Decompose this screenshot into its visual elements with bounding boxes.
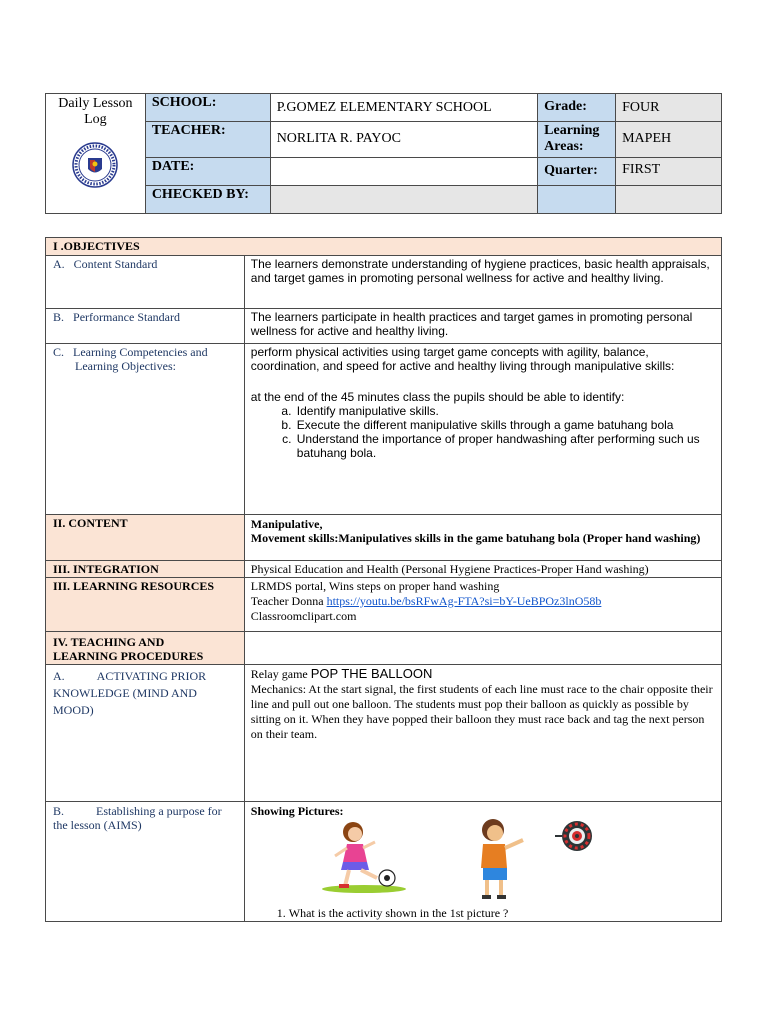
procedures-heading-line1: IV. TEACHING AND	[53, 635, 165, 649]
performance-standard-marker: B.	[53, 310, 65, 324]
competencies-text: perform physical activities using target game concepts with agility, balance, coordination, and speed for active and healthy living through manipulative skills:	[250, 345, 675, 373]
activating-label-line2: KNOWLEDGE (MIND AND	[53, 686, 197, 700]
lesson-table	[45, 237, 722, 922]
resources-line3: Classroomclipart.com	[250, 609, 357, 623]
activating-label	[46, 665, 245, 802]
resources-heading: III. LEARNING RESOURCES	[46, 578, 245, 632]
log-title-line2: Log	[84, 112, 107, 127]
quarter-label: Quarter:	[538, 158, 616, 186]
purpose-marker: B.	[53, 804, 65, 818]
boy-throwing-dart-icon	[471, 816, 531, 900]
quarter-value: FIRST	[616, 158, 722, 186]
deped-seal-icon	[46, 142, 145, 193]
relay-game-mechanics: Mechanics: At the start signal, the first students of each line must race to the chair opposite their line and pull out one balloon. The students must pop their balloon as quickly as possible by sitting on it. When they have popped their balloon they must race back and tag the next person on their team.	[250, 682, 713, 741]
performance-standard-label	[46, 309, 245, 344]
content-standard-label-text: Content Standard	[73, 257, 158, 271]
purpose-label-line2: the lesson (AIMS)	[53, 818, 142, 832]
resources-line2	[251, 594, 715, 609]
checked-by-label: CHECKED BY:	[145, 186, 270, 214]
procedures-heading	[46, 632, 245, 665]
integration-text: Physical Education and Health (Personal Hygiene Practices-Proper Hand washing)	[244, 561, 721, 578]
competencies-intro: at the end of the 45 minutes class the pupils should be able to identify:	[250, 390, 625, 404]
date-value	[270, 158, 537, 186]
activating-label-line1	[53, 668, 239, 685]
objective-item: b. Execute the different manipulative skills through a game batuhang bola	[295, 418, 715, 432]
content-body	[244, 515, 721, 561]
procedures-heading-line2: LEARNING PROCEDURES	[53, 649, 204, 663]
performance-standard-label-text: Performance Standard	[73, 310, 180, 324]
aims-questions-list	[251, 906, 509, 920]
empty-label-cell	[538, 186, 616, 214]
relay-game-name: POP THE BALLOON	[310, 666, 433, 681]
content-standard-marker: A.	[53, 257, 65, 271]
content-heading: II. CONTENT	[46, 515, 245, 561]
competencies-content	[244, 344, 721, 515]
content-line2: Movement skills:Manipulatives skills in the game batuhang bola (Proper hand washing)	[250, 531, 701, 545]
activating-label-line3: MOOD)	[53, 703, 94, 717]
daily-lesson-log-cell	[46, 94, 146, 214]
relay-game-prefix: Relay game	[250, 667, 311, 681]
checked-by-value	[270, 186, 537, 214]
purpose-body	[244, 802, 721, 922]
resources-body	[244, 578, 721, 632]
learning-areas-label-line2: Areas:	[544, 139, 584, 154]
showing-pictures-label: Showing Pictures:	[250, 804, 344, 818]
objective-item: c. Understand the importance of proper handwashing after performing such us batuhang bola.	[295, 432, 715, 460]
competencies-label-text-1: Learning Competencies and	[73, 345, 208, 359]
activating-label-text-1: ACTIVATING PRIOR	[96, 669, 207, 683]
content-standard-text: The learners demonstrate understanding of hygiene practices, basic health appraisals, and target games in promoting personal wellness for active and healthy living.	[244, 256, 721, 309]
grade-label: Grade:	[538, 94, 616, 122]
purpose-label	[46, 802, 245, 922]
school-label: SCHOOL:	[145, 94, 270, 122]
competencies-label	[46, 344, 245, 515]
log-title-line1: Daily Lesson	[58, 96, 133, 111]
date-label: DATE:	[145, 158, 270, 186]
girl-kicking-ball-icon	[319, 818, 409, 894]
activating-marker: A.	[53, 669, 65, 683]
teacher-value: NORLITA R. PAYOC	[270, 122, 537, 158]
youtube-link[interactable]: https://youtu.be/bsRFwAg-FTA?si=bY-UeBPOz3lnO58b	[326, 594, 602, 608]
learning-areas-value: MAPEH	[616, 122, 722, 158]
objective-item: a. Identify manipulative skills.	[295, 404, 715, 418]
aims-question: 1. What is the activity shown in the 1st picture ?	[289, 906, 509, 920]
competencies-label-line1	[53, 345, 239, 359]
competencies-marker: C.	[53, 345, 65, 359]
resources-line2-prefix: Teacher Donna	[250, 594, 327, 608]
purpose-label-line1	[53, 804, 239, 818]
activating-body	[244, 665, 721, 802]
learning-areas-label	[538, 122, 616, 158]
objectives-heading: I .OBJECTIVES	[46, 238, 722, 256]
school-value: P.GOMEZ ELEMENTARY SCHOOL	[270, 94, 537, 122]
performance-standard-text: The learners participate in health practices and target games in promoting personal wellness for active and healthy living.	[244, 309, 721, 344]
procedures-empty-cell	[244, 632, 721, 665]
purpose-label-text-1: Establishing a purpose for	[96, 804, 222, 818]
objectives-list	[251, 404, 715, 460]
content-line1: Manipulative,	[250, 517, 323, 531]
learning-areas-label-line1: Learning	[544, 123, 600, 138]
header-table	[45, 93, 722, 214]
teacher-label: TEACHER:	[145, 122, 270, 158]
relay-game-title	[251, 666, 715, 682]
resources-line1: LRMDS portal, Wins steps on proper hand washing	[250, 579, 500, 593]
integration-heading: III. INTEGRATION	[46, 561, 245, 578]
content-standard-label	[46, 256, 245, 309]
dartboard-icon	[553, 818, 593, 854]
empty-value-cell	[616, 186, 722, 214]
competencies-label-line2: Learning Objectives:	[75, 359, 176, 373]
grade-value: FOUR	[616, 94, 722, 122]
